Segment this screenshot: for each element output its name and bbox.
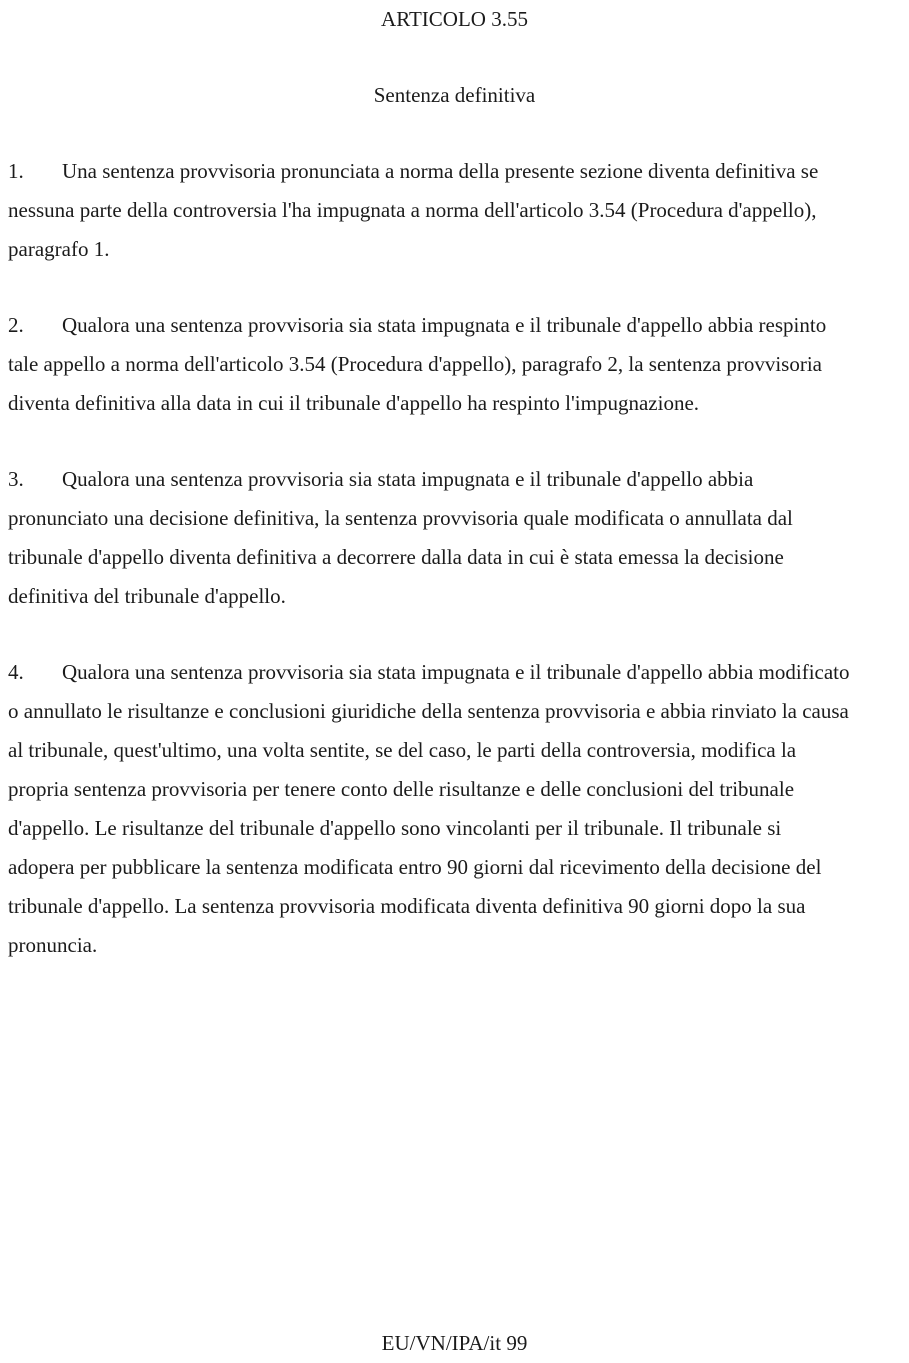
paragraph-line [8, 152, 901, 191]
paragraph-line: d'appello. Le risultanze del tribunale d'appello sono vincolanti per il tribunale. Il tribunale si [8, 816, 782, 840]
paragraph-line: tribunale d'appello diventa definitiva a decorrere dalla data in cui è stata emessa la decisione [8, 545, 784, 569]
paragraph-number: 2. [8, 313, 24, 337]
paragraph-line: diventa definitiva alla data in cui il tribunale d'appello ha respinto l'impugnazione. [8, 391, 700, 415]
paragraph-line: adopera per pubblicare la sentenza modificata entro 90 giorni dal ricevimento della decisione del [8, 855, 822, 879]
paragraph [8, 152, 901, 269]
paragraph-line: tale appello a norma dell'articolo 3.54 (Procedura d'appello), paragrafo 2, la sentenza provvisoria [8, 352, 822, 376]
paragraph-line [8, 306, 901, 345]
paragraph [8, 653, 901, 965]
paragraph-line: propria sentenza provvisoria per tenere conto delle risultanze e delle conclusioni del tribunale [8, 777, 795, 801]
paragraph-number: 3. [8, 467, 24, 491]
page-footer-reference: EU/VN/IPA/it 99 [381, 1331, 528, 1355]
paragraph [8, 306, 901, 423]
paragraph-line [8, 460, 901, 499]
paragraph-line: o annullato le risultanze e conclusioni giuridiche della sentenza provvisoria e abbia rinviato la causa [8, 699, 849, 723]
paragraphs-container [8, 152, 901, 965]
paragraph-line: pronuncia. [8, 933, 98, 957]
paragraph-line: tribunale d'appello. La sentenza provvisoria modificata diventa definitiva 90 giorni dopo la sua [8, 894, 806, 918]
article-subtitle: Sentenza definitiva [373, 83, 536, 107]
paragraph-text: Una sentenza provvisoria pronunciata a norma della presente sezione diventa definitiva se [62, 159, 819, 183]
paragraph-text: Qualora una sentenza provvisoria sia stata impugnata e il tribunale d'appello abbia [62, 467, 754, 491]
paragraph-line: definitiva del tribunale d'appello. [8, 584, 286, 608]
paragraph-text: Qualora una sentenza provvisoria sia stata impugnata e il tribunale d'appello abbia respinto [62, 313, 827, 337]
paragraph-line: al tribunale, quest'ultimo, una volta sentite, se del caso, le parti della controversia, modifica la [8, 738, 797, 762]
paragraph-line: pronunciato una decisione definitiva, la sentenza provvisoria quale modificata o annullata dal [8, 506, 793, 530]
paragraph-line: nessuna parte della controversia l'ha impugnata a norma dell'articolo 3.54 (Procedura d'appello), [8, 198, 817, 222]
paragraph-line: paragrafo 1. [8, 237, 110, 261]
paragraph-number: 1. [8, 159, 24, 183]
paragraph [8, 460, 901, 616]
paragraph-number: 4. [8, 660, 24, 684]
paragraph-text: Qualora una sentenza provvisoria sia stata impugnata e il tribunale d'appello abbia modificato [62, 660, 850, 684]
paragraph-line [8, 653, 901, 692]
article-title: ARTICOLO 3.55 [381, 7, 528, 31]
